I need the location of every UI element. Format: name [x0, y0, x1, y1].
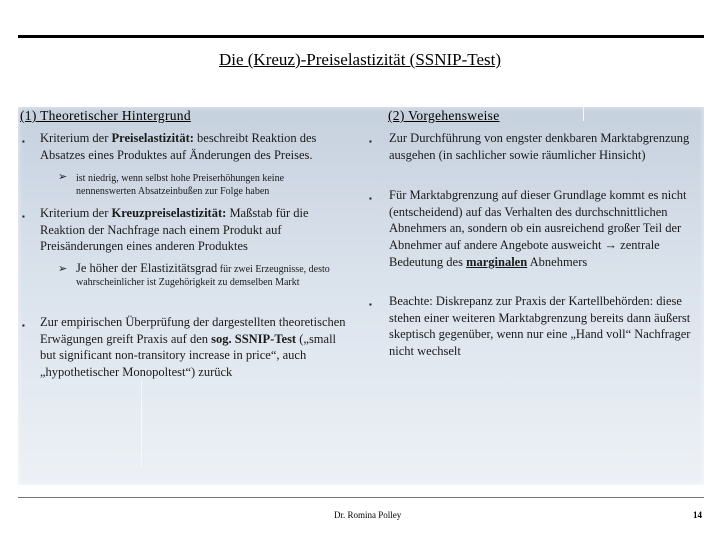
left-item-price-elasticity: Kriterium der Preiselastizität: beschreibt Reaktion des Absatzes eines Produktes auf Änderungen des Preises. [40, 131, 317, 162]
bullet-icon: ▪ [369, 194, 372, 203]
left-item-cross-elasticity: Kriterium der Kreuzpreiselastizität: Maßstab für die Reaktion der Nachfrage nach einem Produkt auf Preisänderungen eines anderen Produktes [40, 206, 309, 254]
footer-rule [18, 497, 704, 498]
arrowhead-bullet-icon: ➢ [58, 263, 68, 275]
bullet-icon: ▪ [22, 212, 25, 221]
left-sub-low-elasticity: ist niedrig, wenn selbst hohe Preiserhöhungen keine nennenswerten Absatzeinbußen zur Folge haben [76, 173, 285, 197]
right-item-marginal-buyer: Für Marktabgrenzung auf dieser Grundlage kommt es nicht (entscheidend) auf das Verhalten des durchschnittlichen Abnehmers an, sondern ob ein ausreichend großer Teil der Abnehmer auf andere Angebote ausweicht → zentrale Bedeutung des marginalen Abnehmers [389, 188, 687, 269]
footer-author: Dr. Romina Polley [334, 510, 402, 520]
left-sub-higher-elasticity: Je höher der Elastizitätsgrad für zwei Erzeugnisse, desto wahrscheinlicher ist Zugehörigkeit zu demselben Markt [76, 261, 330, 288]
arrowhead-bullet-icon: ➢ [58, 171, 68, 183]
left-item-ssnip-test: Zur empirischen Überprüfung der dargestellten theoretischen Erwägungen greift Praxis auf den sog. SSNIP-Test („small but significant non-transitory increase in price“, auch „hypothetischer Monopoltest“) zurück [40, 315, 346, 380]
page-number: 14 [693, 510, 702, 520]
section-heading-procedure: (2) Vorgehensweise [388, 108, 500, 123]
page-title: Die (Kreuz)-Preiselastizität (SSNIP-Test) [218, 50, 502, 69]
panel-divider-top [583, 107, 584, 121]
bullet-icon: ▪ [369, 137, 372, 146]
panel-divider-bottom [141, 380, 142, 467]
bullet-icon: ▪ [22, 321, 25, 330]
bullet-icon: ▪ [22, 137, 25, 146]
right-item-authority-practice: Beachte: Diskrepanz zur Praxis der Kartellbehörden: diese stehen einer weiteren Marktabgrenzung bereits dann äußerst skeptisch gegenüber, wenn nur eine „Hand voll“ Nachfrager nicht wechselt [389, 294, 691, 359]
top-rule [18, 35, 704, 38]
section-heading-theory: (1) Theoretischer Hintergrund [20, 108, 191, 123]
bullet-icon: ▪ [369, 300, 372, 309]
right-item-narrow-market: Zur Durchführung von engster denkbaren Marktabgrenzung ausgehen (in sachlicher sowie räumlicher Hinsicht) [389, 131, 690, 162]
right-arrow-icon: → [604, 238, 618, 253]
